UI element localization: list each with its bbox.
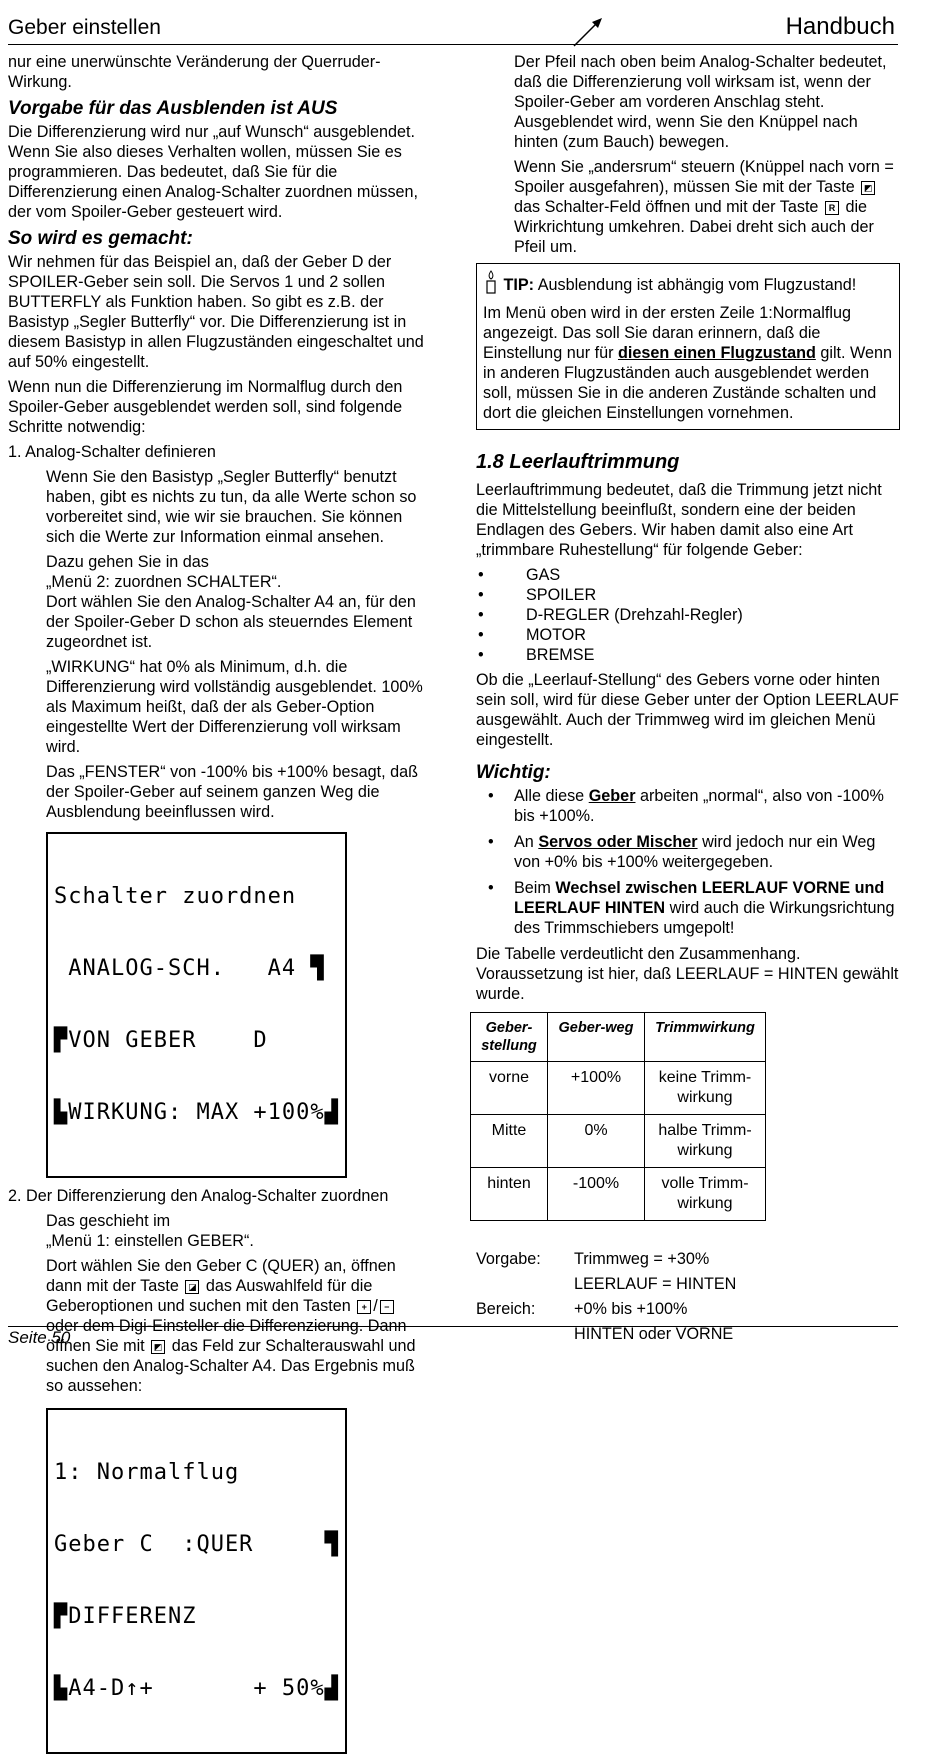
paragraph: Die Differenzierung wird nur „auf Wunsch“ ausgeblendet. Wenn Sie also dieses Verhalten wollen, müssen Sie es programmieren. Das bedeutet, daß Sie für die Differenzierung einen Analog-Schalter zuordnen müssen, der vom Spoiler-Geber gesteuert wird. [8, 123, 419, 221]
paragraph: Wir nehmen für das Beispiel an, daß der Geber D der SPOILER-Geber sein soll. Die Servos 1 und 2 sollen BUTTERFLY als Funktion haben. So gibt es z.B. der Basistyp „Segler Butterfly“ vor. Die Differenzierung ist in diesem Basistyp in allen Flugzuständen eingeschaltet und auf 50% eingestellt. [8, 253, 424, 371]
heading-wichtig: Wichtig: [476, 762, 551, 783]
table-cell: +100% [548, 1062, 645, 1115]
step-1-heading: 1. Analog-Schalter definieren [8, 443, 216, 461]
bereich-value: HINTEN oder VORNE [574, 1325, 734, 1343]
paragraph: „WIRKUNG“ hat 0% als Minimum, d.h. die Differenzierung wird vollständig ausgeblendet. 100% als Maximum heißt, daß der als Geber-Option eingestellte Wert der Differenzierung voll wirksam wird. [46, 658, 423, 756]
list-item: • Beim Wechsel zwischen LEERLAUF VORNE und LEERLAUF HINTEN wird auch die Wirkungsrichtung des Trimmschiebers umgepolt! [476, 878, 900, 938]
header-rule [8, 44, 898, 45]
paragraph: Der Pfeil nach oben beim Analog-Schalter bedeutet, daß die Differenzierung voll wirksam ist, wenn der Spoiler-Geber am vorderen Anschlag steht. Ausgeblendet wird, wenn Sie den Knüppel nach hinten (zum Bauch) bewegen. [514, 53, 887, 151]
right-column [476, 52, 900, 1347]
trim-table [470, 1012, 766, 1221]
lcd-line: ▙A4-D↑+ + 50%▟ [54, 1676, 339, 1701]
list-item: • BREMSE [476, 645, 900, 665]
bereich-value: +0% bis +100% [574, 1300, 688, 1318]
left-column [8, 52, 428, 1754]
tip-line: TIP: Ausblendung ist abhängig vom Flugzustand! [483, 270, 893, 295]
paragraph: Wenn nun die Differenzierung im Normalflug durch den Spoiler-Geber ausgeblendet werden soll, sind folgende Schritte notwendig: [8, 378, 403, 436]
paragraph: Ob die „Leerlauf-Stellung“ des Gebers vorne oder hinten sein soll, wird für diese Geber unter der Option LEERLAUF ausgewählt. Auch der Trimmweg wird im gleichen Menü eingestellt. [476, 671, 899, 749]
paragraph: nur eine unerwünschte Veränderung der Querruder-Wirkung. [8, 53, 381, 91]
heading-so-wird-es-gemacht: So wird es gemacht: [8, 228, 193, 249]
table-header: Trimmwirkung [645, 1013, 766, 1062]
table-header: Geber-stellung [471, 1013, 548, 1062]
table-cell: halbe Trimm-wirkung [645, 1115, 766, 1168]
list-item: • D-REGLER (Drehzahl-Regler) [476, 605, 900, 625]
heading-ausblenden: Vorgabe für das Ausblenden ist AUS [8, 98, 338, 119]
list-item: • GAS [476, 565, 900, 585]
page-number: Seite 50 [8, 1328, 71, 1347]
heading-leerlauftrimmung: 1.8 Leerlauftrimmung [476, 451, 680, 473]
table-cell: vorne [471, 1062, 548, 1115]
lcd-line: ▙WIRKUNG: MAX +100%▟ [54, 1100, 339, 1125]
list-item: • MOTOR [476, 625, 900, 645]
tip-paragraph: Im Menü oben wird in der ersten Zeile 1:Normalflug angezeigt. Das soll Sie daran erinnern, daß die Einstellung nur für diesen einen Flugzustand gilt. Wenn in anderen Flugzuständen auch ausgeblendet werden soll, müssen Sie in die anderen Zustände schalten und dort die gleichen Einstellungen vornehmen. [483, 304, 893, 422]
table-row [471, 1168, 766, 1221]
vorgabe-value: Trimmweg = +30% [574, 1250, 710, 1268]
vorgabe-block [476, 1247, 900, 1347]
table-cell: -100% [548, 1168, 645, 1221]
list-item: • SPOILER [476, 585, 900, 605]
bereich-label: Bereich: [476, 1300, 536, 1318]
minus-key-icon: − [380, 1300, 394, 1314]
geber-list [476, 565, 900, 665]
candle-icon [483, 270, 499, 294]
list-item: • Alle diese Geber arbeiten „normal“, also von -100% bis +100%. [476, 786, 900, 826]
lcd-line: Schalter zuordnen [54, 884, 297, 909]
header-manual-title: Handbuch [785, 13, 895, 40]
lcd-line: ▛VON GEBER D [54, 1028, 268, 1053]
list-item: • An Servos oder Mischer wird jedoch nur ein Weg von +0% bis +100% weitergegeben. [476, 832, 900, 872]
step-2-heading: 2. Der Differenzierung den Analog-Schalter zuordnen [8, 1187, 389, 1205]
footer-rule [8, 1326, 898, 1327]
tip-box [476, 263, 900, 430]
lcd-display-geber [46, 1408, 347, 1754]
paragraph: Leerlauftrimmung bedeutet, daß die Trimmung jetzt nicht die Mittelstellung beeinflußt, sondern eine der beiden Endlagen des Gebers. Wir haben damit also eine Art „trimmbare Ruhestellung“ für folgende Geber: [476, 481, 882, 559]
paragraph: Wenn Sie den Basistyp „Segler Butterfly“ benutzt haben, gibt es nichts zu tun, da alle Werte schon so vorbereitet sind, wie wir sie brauchen. Sie können sich die Werte zur Information einmal ansehen. [46, 468, 417, 546]
paragraph: Die Tabelle verdeutlicht den Zusammenhang. Voraussetzung ist hier, daß LEERLAUF = HINTEN gewählt wurde. [476, 945, 899, 1003]
paragraph: Wenn Sie „andersrum“ steuern (Knüppel nach vorn = Spoiler ausgefahren), müssen Sie mit der Taste ◩ das Schalter-Feld öffnen und mit der Taste R die Wirkrichtung umkehren. Dabei dreht sich auch der Pfeil um. [514, 158, 894, 256]
enter-key-icon: ◩ [151, 1340, 165, 1354]
lcd-line: Geber C :QUER ▜ [54, 1532, 339, 1557]
wichtig-list [476, 786, 900, 938]
lcd-line: ▛DIFFERENZ [54, 1604, 197, 1629]
r-key-icon: R [825, 201, 839, 215]
table-row [471, 1062, 766, 1115]
table-row [471, 1115, 766, 1168]
table-cell: keine Trimm-wirkung [645, 1062, 766, 1115]
lcd-line: 1: Normalflug [54, 1460, 240, 1485]
lcd-display-schalter [46, 832, 347, 1178]
enter-key-icon: ◩ [861, 181, 875, 195]
paragraph: Das „FENSTER“ von -100% bis +100% besagt, daß der Spoiler-Geber auf seinem ganzen Weg die Ausblendung beeinflussen wird. [46, 763, 419, 821]
header-section-title: Geber einstellen [8, 16, 161, 39]
enter-key-icon: ◪ [185, 1280, 199, 1294]
table-header: Geber-weg [548, 1013, 645, 1062]
paragraph: Dazu gehen Sie in das „Menü 2: zuordnen SCHALTER“. Dort wählen Sie den Analog-Schalter A4 an, für den der Spoiler-Geber D schon als steuerndes Element zugeordnet ist. [46, 553, 416, 651]
table-cell: hinten [471, 1168, 548, 1221]
vorgabe-label: Vorgabe: [476, 1250, 541, 1268]
paragraph: Das geschieht im „Menü 1: einstellen GEBER“. [46, 1212, 254, 1250]
plus-key-icon: + [357, 1300, 371, 1314]
vorgabe-value: LEERLAUF = HINTEN [574, 1275, 737, 1293]
table-cell: volle Trimm-wirkung [645, 1168, 766, 1221]
table-cell: 0% [548, 1115, 645, 1168]
paragraph: Dort wählen Sie den Geber C (QUER) an, öffnen dann mit der Taste ◪ das Auswahlfeld für die Geberoptionen und suchen mit den Tasten + / − oder dem Digi-Einsteller die Differenzierung. Dann öffnen Sie mit ◩ das Feld zur Schalterauswahl und suchen den Analog-Schalter A4. Das Ergebnis muß so aussehen: [46, 1257, 416, 1395]
lcd-line: ANALOG-SCH. A4 ▜ [54, 956, 325, 981]
table-cell: Mitte [471, 1115, 548, 1168]
